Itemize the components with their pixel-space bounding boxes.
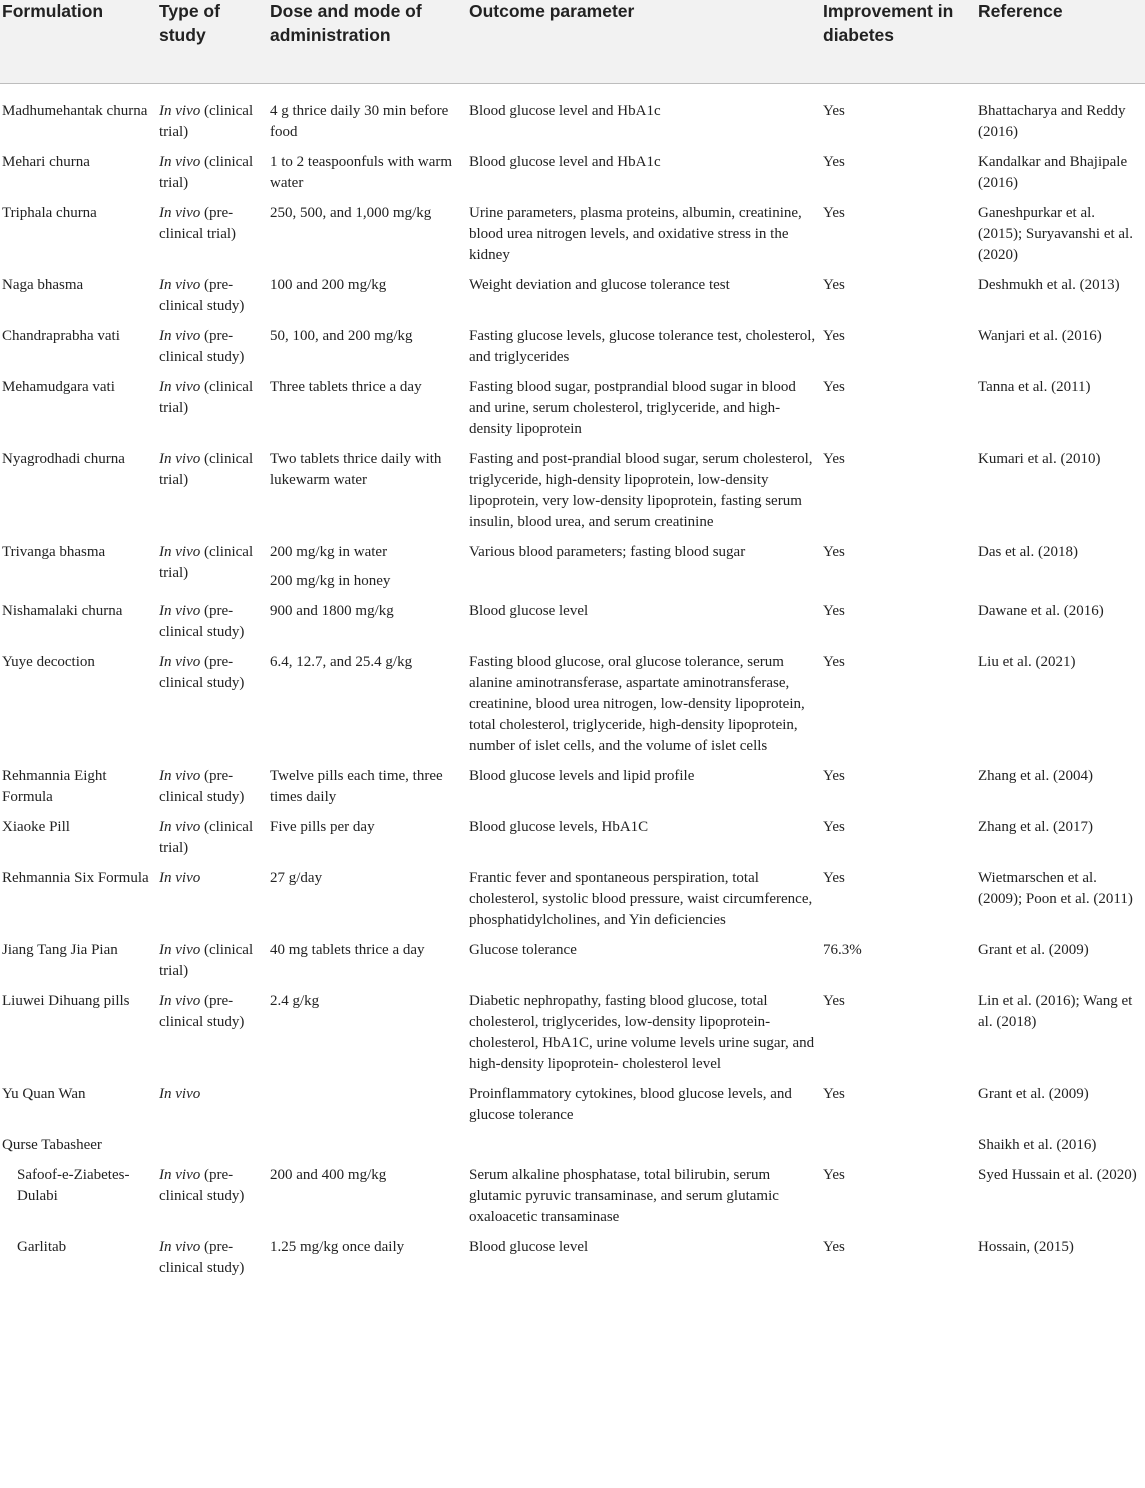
cell-formulation xyxy=(0,652,157,766)
outcome-text: Blood glucose level and HbA1c xyxy=(469,154,661,170)
dose-text-secondary: 200 mg/kg in honey xyxy=(270,573,391,589)
study-type-italic: In vivo xyxy=(159,870,201,886)
cell-reference xyxy=(976,152,1145,203)
cell-dose xyxy=(268,868,467,940)
study-type-italic: In vivo xyxy=(159,1239,201,1255)
outcome-text: Blood glucose level and HbA1c xyxy=(469,103,661,119)
cell-improvement xyxy=(821,84,976,153)
cell-outcome xyxy=(467,817,821,868)
cell-study-type xyxy=(157,652,268,766)
study-type-detail: (pre-clinical study) xyxy=(159,1167,245,1204)
cell-reference xyxy=(976,203,1145,275)
improvement-text: Yes xyxy=(823,277,845,293)
study-type-detail: (clinical trial) xyxy=(159,154,254,191)
cell-study-type xyxy=(157,940,268,991)
cell-formulation xyxy=(0,766,157,817)
study-type-detail: (clinical trial) xyxy=(159,103,254,140)
improvement-text: Yes xyxy=(823,870,845,886)
table-row xyxy=(0,377,1145,449)
dose-text: 50, 100, and 200 mg/kg xyxy=(270,328,413,344)
outcome-text: Blood glucose levels, HbA1C xyxy=(469,819,649,835)
outcome-text: Fasting glucose levels, glucose tolerance test, cholesterol, and triglycerides xyxy=(469,328,816,365)
study-type-italic: In vivo xyxy=(159,103,201,119)
cell-outcome xyxy=(467,326,821,377)
cell-study-type xyxy=(157,542,268,601)
reference-text: Kandalkar and Bhajipale (2016) xyxy=(978,154,1128,191)
cell-outcome xyxy=(467,1165,821,1237)
cell-study-type xyxy=(157,1237,268,1289)
cell-outcome xyxy=(467,275,821,326)
study-type-detail: (clinical trial) xyxy=(159,379,254,416)
cell-improvement xyxy=(821,326,976,377)
study-type-italic: In vivo xyxy=(159,993,201,1009)
study-type-detail: (pre-clinical study) xyxy=(159,768,245,805)
formulation-text: Triphala churna xyxy=(2,205,97,221)
formulation-text: Rehmannia Eight Formula xyxy=(2,768,107,805)
cell-reference xyxy=(976,84,1145,153)
cell-reference xyxy=(976,1237,1145,1289)
cell-improvement xyxy=(821,1135,976,1165)
formulation-text: Yuye decoction xyxy=(2,654,95,670)
study-type-detail: (pre-clinical study) xyxy=(159,328,245,365)
table-row xyxy=(0,1084,1145,1135)
reference-text: Wietmarschen et al. (2009); Poon et al. (2011) xyxy=(978,870,1133,907)
cell-outcome xyxy=(467,152,821,203)
improvement-text: 76.3% xyxy=(823,942,862,958)
reference-text: Bhattacharya and Reddy (2016) xyxy=(978,103,1126,140)
cell-study-type xyxy=(157,601,268,652)
reference-text: Deshmukh et al. (2013) xyxy=(978,277,1120,293)
cell-improvement xyxy=(821,991,976,1084)
reference-text: Grant et al. (2009) xyxy=(978,1086,1089,1102)
improvement-text: Yes xyxy=(823,379,845,395)
cell-formulation xyxy=(0,1165,157,1237)
cell-improvement xyxy=(821,275,976,326)
outcome-text: Blood glucose level xyxy=(469,603,589,619)
formulation-text: Trivanga bhasma xyxy=(2,544,106,560)
dose-text: Three tablets thrice a day xyxy=(270,379,422,395)
cell-formulation xyxy=(0,991,157,1084)
cell-formulation xyxy=(0,152,157,203)
cell-dose xyxy=(268,766,467,817)
cell-dose xyxy=(268,652,467,766)
header-reference: Reference xyxy=(976,0,1145,84)
cell-improvement xyxy=(821,817,976,868)
cell-reference xyxy=(976,542,1145,601)
cell-formulation xyxy=(0,940,157,991)
cell-dose xyxy=(268,203,467,275)
improvement-text: Yes xyxy=(823,544,845,560)
table-row xyxy=(0,326,1145,377)
cell-study-type xyxy=(157,275,268,326)
cell-reference xyxy=(976,275,1145,326)
formulation-text: Yu Quan Wan xyxy=(2,1086,86,1102)
study-type-detail: (pre-clinical study) xyxy=(159,603,245,640)
table-row xyxy=(0,1165,1145,1237)
cell-dose xyxy=(268,377,467,449)
study-type-italic: In vivo xyxy=(159,768,201,784)
cell-dose xyxy=(268,1084,467,1135)
formulation-text: Mehamudgara vati xyxy=(2,379,115,395)
cell-outcome xyxy=(467,1084,821,1135)
study-type-detail: (pre-clinical study) xyxy=(159,993,245,1030)
improvement-text: Yes xyxy=(823,103,845,119)
table-row xyxy=(0,1237,1145,1289)
formulation-text: Naga bhasma xyxy=(2,277,84,293)
formulation-text: Nishamalaki churna xyxy=(2,603,123,619)
study-type-italic: In vivo xyxy=(159,328,201,344)
reference-text: Shaikh et al. (2016) xyxy=(978,1137,1097,1153)
table-row xyxy=(0,152,1145,203)
outcome-text: Weight deviation and glucose tolerance test xyxy=(469,277,730,293)
outcome-text: Frantic fever and spontaneous perspiration, total cholesterol, systolic blood pressure, waist circumference, phosphatidylcholines, and Yin deficiencies xyxy=(469,870,813,928)
cell-formulation xyxy=(0,377,157,449)
outcome-text: Glucose tolerance xyxy=(469,942,577,958)
table-row xyxy=(0,449,1145,542)
study-type-italic: In vivo xyxy=(159,544,201,560)
cell-study-type xyxy=(157,1084,268,1135)
cell-improvement xyxy=(821,377,976,449)
formulation-text: Safoof-e-Ziabetes-Dulabi xyxy=(17,1167,130,1204)
dose-text: 40 mg tablets thrice a day xyxy=(270,942,425,958)
outcome-text: Fasting and post-prandial blood sugar, serum cholesterol, triglyceride, high-density lipoprotein, low-density lipoprotein, very low-density lipoprotein, fasting serum insulin, blood urea, and serum creatinine xyxy=(469,451,813,530)
cell-study-type xyxy=(157,1165,268,1237)
cell-improvement xyxy=(821,766,976,817)
reference-text: Lin et al. (2016); Wang et al. (2018) xyxy=(978,993,1133,1030)
study-type-italic: In vivo xyxy=(159,819,201,835)
formulation-text: Nyagrodhadi churna xyxy=(2,451,125,467)
table-row xyxy=(0,868,1145,940)
formulation-text: Qurse Tabasheer xyxy=(2,1137,102,1153)
outcome-text: Diabetic nephropathy, fasting blood glucose, total cholesterol, triglycerides, low-density lipoprotein-cholesterol, HbA1C, urine volume levels urine sugar, and high-density lipoprotein- cholesterol level xyxy=(469,993,815,1072)
cell-study-type xyxy=(157,449,268,542)
header-formulation: Formulation xyxy=(0,0,157,84)
cell-reference xyxy=(976,377,1145,449)
cell-study-type xyxy=(157,377,268,449)
reference-text: Kumari et al. (2010) xyxy=(978,451,1101,467)
cell-formulation xyxy=(0,542,157,601)
study-type-italic: In vivo xyxy=(159,1086,201,1102)
cell-formulation xyxy=(0,203,157,275)
cell-study-type xyxy=(157,1135,268,1165)
study-type-detail: (pre-clinical study) xyxy=(159,1239,245,1276)
cell-dose xyxy=(268,326,467,377)
improvement-text: Yes xyxy=(823,328,845,344)
cell-outcome xyxy=(467,940,821,991)
cell-reference xyxy=(976,991,1145,1084)
reference-text: Syed Hussain et al. (2020) xyxy=(978,1167,1137,1183)
cell-outcome xyxy=(467,377,821,449)
improvement-text: Yes xyxy=(823,819,845,835)
dose-text: 4 g thrice daily 30 min before food xyxy=(270,103,449,140)
cell-study-type xyxy=(157,991,268,1084)
improvement-text: Yes xyxy=(823,1239,845,1255)
dose-text: Two tablets thrice daily with lukewarm water xyxy=(270,451,442,488)
cell-improvement xyxy=(821,652,976,766)
outcome-text: Fasting blood glucose, oral glucose tolerance, serum alanine aminotransferase, aspartate aminotransferase, creatinine, blood urea nitrogen, low-density lipoprotein, total cholesterol, triglyceride, high-density lipoprotein, number of islet cells, and the volume of islet cells xyxy=(469,654,805,754)
cell-improvement xyxy=(821,203,976,275)
cell-outcome xyxy=(467,1135,821,1165)
cell-formulation xyxy=(0,326,157,377)
cell-dose xyxy=(268,275,467,326)
cell-dose xyxy=(268,817,467,868)
study-type-detail: (pre-clinical study) xyxy=(159,654,245,691)
cell-outcome xyxy=(467,601,821,652)
improvement-text: Yes xyxy=(823,654,845,670)
dose-text: 6.4, 12.7, and 25.4 g/kg xyxy=(270,654,413,670)
study-type-detail: (clinical trial) xyxy=(159,942,254,979)
dose-text: 100 and 200 mg/kg xyxy=(270,277,387,293)
formulation-text: Chandraprabha vati xyxy=(2,328,120,344)
improvement-text: Yes xyxy=(823,205,845,221)
dose-text: 250, 500, and 1,000 mg/kg xyxy=(270,205,432,221)
cell-improvement xyxy=(821,449,976,542)
improvement-text: Yes xyxy=(823,451,845,467)
cell-dose xyxy=(268,152,467,203)
study-type-italic: In vivo xyxy=(159,654,201,670)
cell-outcome xyxy=(467,868,821,940)
reference-text: Das et al. (2018) xyxy=(978,544,1078,560)
study-type-detail: (pre-clinical trial) xyxy=(159,205,237,242)
cell-improvement xyxy=(821,152,976,203)
header-type-of-study: Type of study xyxy=(157,0,268,84)
dose-text: 2.4 g/kg xyxy=(270,993,320,1009)
improvement-text: Yes xyxy=(823,1167,845,1183)
cell-improvement xyxy=(821,940,976,991)
improvement-text: Yes xyxy=(823,1086,845,1102)
improvement-text: Yes xyxy=(823,603,845,619)
cell-formulation xyxy=(0,1237,157,1289)
dose-text: 200 and 400 mg/kg xyxy=(270,1167,387,1183)
outcome-text: Blood glucose levels and lipid profile xyxy=(469,768,695,784)
study-type-italic: In vivo xyxy=(159,1167,201,1183)
cell-reference xyxy=(976,449,1145,542)
cell-improvement xyxy=(821,601,976,652)
table-row xyxy=(0,84,1145,153)
reference-text: Tanna et al. (2011) xyxy=(978,379,1091,395)
cell-improvement xyxy=(821,868,976,940)
table-row xyxy=(0,766,1145,817)
cell-dose xyxy=(268,84,467,153)
header-dose: Dose and mode of administration xyxy=(268,0,467,84)
table-row xyxy=(0,275,1145,326)
cell-improvement xyxy=(821,1237,976,1289)
study-type-detail: (clinical trial) xyxy=(159,544,254,581)
study-type-detail: (clinical trial) xyxy=(159,819,254,856)
cell-study-type xyxy=(157,868,268,940)
reference-text: Wanjari et al. (2016) xyxy=(978,328,1102,344)
reference-text: Liu et al. (2021) xyxy=(978,654,1076,670)
reference-text: Ganeshpurkar et al. (2015); Suryavanshi et al. (2020) xyxy=(978,205,1133,263)
cell-outcome xyxy=(467,652,821,766)
table-row xyxy=(0,1135,1145,1165)
cell-dose xyxy=(268,1135,467,1165)
cell-dose xyxy=(268,991,467,1084)
table-body xyxy=(0,84,1145,1290)
reference-text: Hossain, (2015) xyxy=(978,1239,1074,1255)
dose-text: 900 and 1800 mg/kg xyxy=(270,603,394,619)
dose-text: Five pills per day xyxy=(270,819,375,835)
dose-text: 27 g/day xyxy=(270,870,323,886)
cell-formulation xyxy=(0,449,157,542)
cell-outcome xyxy=(467,449,821,542)
table-row xyxy=(0,203,1145,275)
cell-reference xyxy=(976,326,1145,377)
cell-outcome xyxy=(467,1237,821,1289)
cell-dose xyxy=(268,449,467,542)
reference-text: Grant et al. (2009) xyxy=(978,942,1089,958)
cell-reference xyxy=(976,1165,1145,1237)
cell-outcome xyxy=(467,991,821,1084)
formulation-text: Madhumehantak churna xyxy=(2,103,148,119)
cell-formulation xyxy=(0,275,157,326)
table-row xyxy=(0,601,1145,652)
cell-study-type xyxy=(157,766,268,817)
cell-formulation xyxy=(0,601,157,652)
table-row xyxy=(0,817,1145,868)
cell-study-type xyxy=(157,84,268,153)
table-row xyxy=(0,542,1145,601)
cell-reference xyxy=(976,652,1145,766)
cell-dose xyxy=(268,1165,467,1237)
study-type-italic: In vivo xyxy=(159,205,201,221)
study-type-detail: (clinical trial) xyxy=(159,451,254,488)
cell-formulation xyxy=(0,84,157,153)
cell-reference xyxy=(976,766,1145,817)
cell-formulation xyxy=(0,817,157,868)
dose-text: 1 to 2 teaspoonfuls with warm water xyxy=(270,154,453,191)
cell-outcome xyxy=(467,542,821,601)
table-row xyxy=(0,652,1145,766)
cell-improvement xyxy=(821,1165,976,1237)
study-type-detail: (pre-clinical study) xyxy=(159,277,245,314)
cell-reference xyxy=(976,940,1145,991)
reference-text: Zhang et al. (2017) xyxy=(978,819,1093,835)
improvement-text: Yes xyxy=(823,768,845,784)
outcome-text: Blood glucose level xyxy=(469,1239,589,1255)
cell-improvement xyxy=(821,1084,976,1135)
cell-outcome xyxy=(467,203,821,275)
cell-formulation xyxy=(0,868,157,940)
study-type-italic: In vivo xyxy=(159,942,201,958)
header-row xyxy=(0,0,1145,84)
cell-reference xyxy=(976,601,1145,652)
study-type-italic: In vivo xyxy=(159,603,201,619)
outcome-text: Urine parameters, plasma proteins, albumin, creatinine, blood urea nitrogen levels, and oxidative stress in the kidney xyxy=(469,205,802,263)
cell-dose xyxy=(268,542,467,601)
dose-text: 200 mg/kg in water xyxy=(270,544,388,560)
dose-text: 1.25 mg/kg once daily xyxy=(270,1239,405,1255)
outcome-text: Serum alkaline phosphatase, total bilirubin, serum glutamic pyruvic transaminase, and serum glutamic oxaloacetic transaminase xyxy=(469,1167,779,1225)
header-outcome: Outcome parameter xyxy=(467,0,821,84)
cell-reference xyxy=(976,1135,1145,1165)
cell-dose xyxy=(268,940,467,991)
cell-dose xyxy=(268,1237,467,1289)
formulation-text: Xiaoke Pill xyxy=(2,819,70,835)
formulation-text: Jiang Tang Jia Pian xyxy=(2,942,118,958)
outcome-text: Various blood parameters; fasting blood sugar xyxy=(469,544,746,560)
cell-study-type xyxy=(157,326,268,377)
outcome-text: Proinflammatory cytokines, blood glucose levels, and glucose tolerance xyxy=(469,1086,792,1123)
table-row xyxy=(0,940,1145,991)
reference-text: Zhang et al. (2004) xyxy=(978,768,1093,784)
cell-study-type xyxy=(157,152,268,203)
formulation-text: Rehmannia Six Formula xyxy=(2,870,149,886)
formulation-text: Liuwei Dihuang pills xyxy=(2,993,130,1009)
outcome-text: Fasting blood sugar, postprandial blood sugar in blood and urine, serum cholesterol, triglyceride, and high-density lipoprotein xyxy=(469,379,796,437)
cell-study-type xyxy=(157,817,268,868)
cell-outcome xyxy=(467,766,821,817)
formulation-text: Garlitab xyxy=(17,1239,67,1255)
table-row xyxy=(0,991,1145,1084)
reference-text: Dawane et al. (2016) xyxy=(978,603,1104,619)
cell-outcome xyxy=(467,84,821,153)
improvement-text: Yes xyxy=(823,993,845,1009)
dose-text: Twelve pills each time, three times daily xyxy=(270,768,443,805)
cell-reference xyxy=(976,817,1145,868)
study-type-italic: In vivo xyxy=(159,451,201,467)
formulation-text: Mehari churna xyxy=(2,154,90,170)
study-type-italic: In vivo xyxy=(159,154,201,170)
cell-dose xyxy=(268,601,467,652)
cell-reference xyxy=(976,1084,1145,1135)
cell-reference xyxy=(976,868,1145,940)
study-type-italic: In vivo xyxy=(159,277,201,293)
cell-formulation xyxy=(0,1135,157,1165)
header-improvement: Improvement in diabetes xyxy=(821,0,976,84)
cell-improvement xyxy=(821,542,976,601)
improvement-text: Yes xyxy=(823,154,845,170)
cell-study-type xyxy=(157,203,268,275)
study-type-italic: In vivo xyxy=(159,379,201,395)
cell-formulation xyxy=(0,1084,157,1135)
